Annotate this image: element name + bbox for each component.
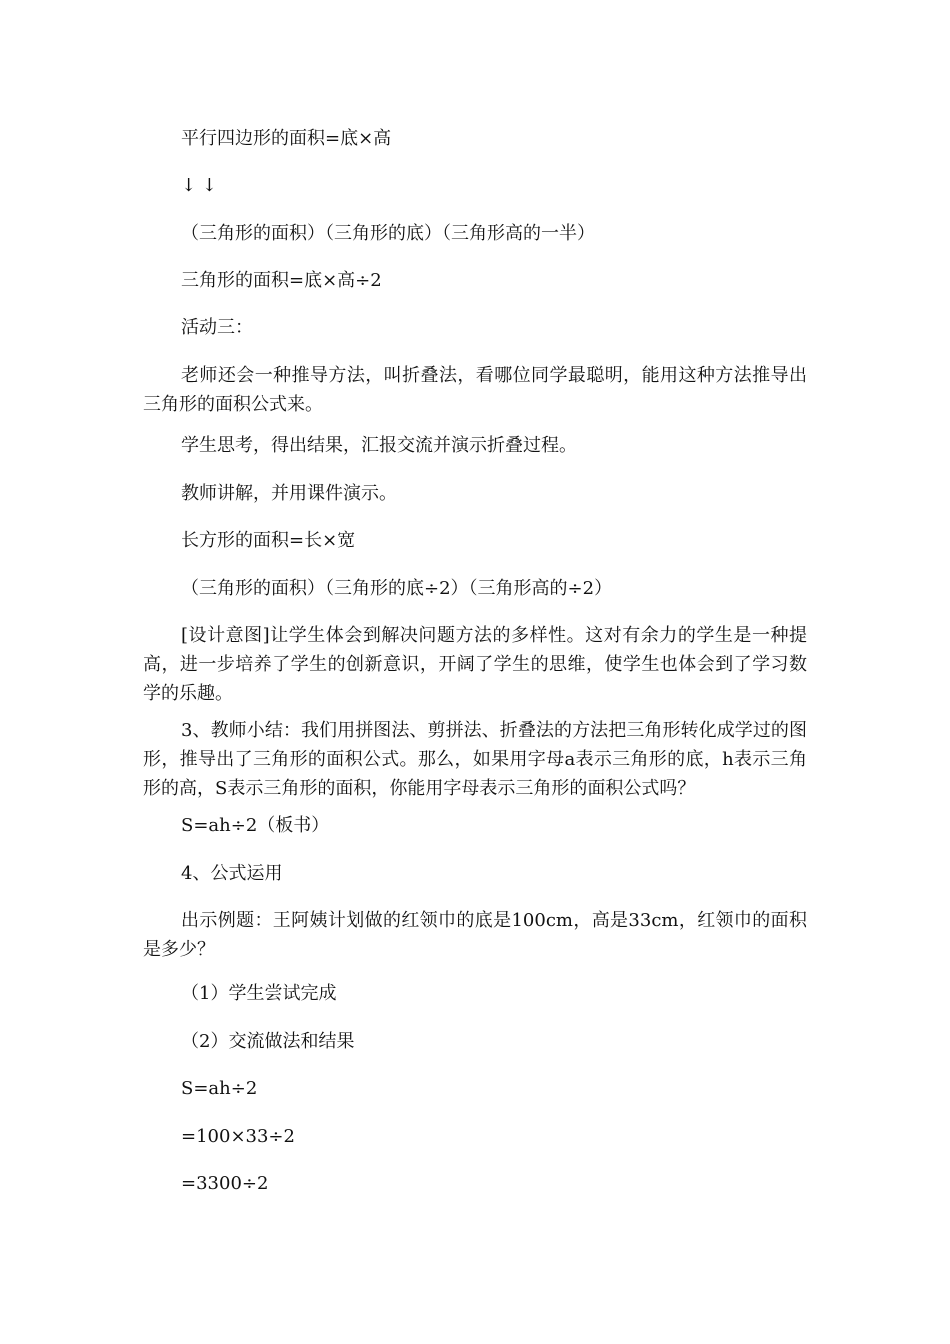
paragraph-parallelogram-area: 平行四边形的面积=底×高 — [181, 128, 392, 149]
paragraph-folding-method: 老师还会一种推导方法，叫折叠法，看哪位同学最聪明，能用这种方法推导出三角形的面积公式来。 — [143, 365, 807, 415]
paragraph-rectangle-area: 长方形的面积=长×宽 — [181, 530, 356, 551]
paragraph-student-thinking: 学生思考，得出结果，汇报交流并演示折叠过程。 — [181, 435, 577, 456]
paragraph-triangle-parts-1: （三角形的面积）（三角形的底）（三角形高的一半） — [181, 223, 595, 244]
paragraph-design-intent: [设计意图]让学生体会到解决问题方法的多样性。这对有余力的学生是一种提高，进一步培养了学生的创新意识，开阔了学生的思维，使学生也体会到了学习数学的乐趣。 — [143, 625, 807, 704]
paragraph-example-problem: 出示例题：王阿姨计划做的红领巾的底是100cm，高是33cm，红领巾的面积是多少？ — [143, 910, 807, 960]
paragraph-formula-board: S=ah÷2（板书） — [181, 815, 330, 836]
paragraph-step-2: （2）交流做法和结果 — [181, 1031, 355, 1052]
paragraph-calc-2: =100×33÷2 — [181, 1126, 295, 1147]
paragraph-arrows: ↓ ↓ — [181, 175, 217, 196]
paragraph-triangle-area-formula-1: 三角形的面积=底×高÷2 — [181, 270, 382, 291]
paragraph-step-1: （1）学生尝试完成 — [181, 983, 337, 1004]
paragraph-activity-three: 活动三： — [181, 317, 253, 338]
paragraph-teacher-summary: 3、教师小结：我们用拼图法、剪拼法、折叠法的方法把三角形转化成学过的图形，推导出了三角形的面积公式。那么，如果用字母a表示三角形的底，h表示三角形的高，S表示三角形的面积，你能用字母表示三角形的面积公式吗？ — [143, 720, 807, 799]
paragraph-calc-3: =3300÷2 — [181, 1173, 269, 1194]
paragraph-triangle-parts-2: （三角形的面积）（三角形的底÷2）（三角形高的÷2） — [181, 578, 613, 599]
paragraph-formula-application: 4、公式运用 — [181, 863, 283, 884]
paragraph-calc-1: S=ah÷2 — [181, 1078, 258, 1099]
paragraph-teacher-explains: 教师讲解，并用课件演示。 — [181, 483, 397, 504]
